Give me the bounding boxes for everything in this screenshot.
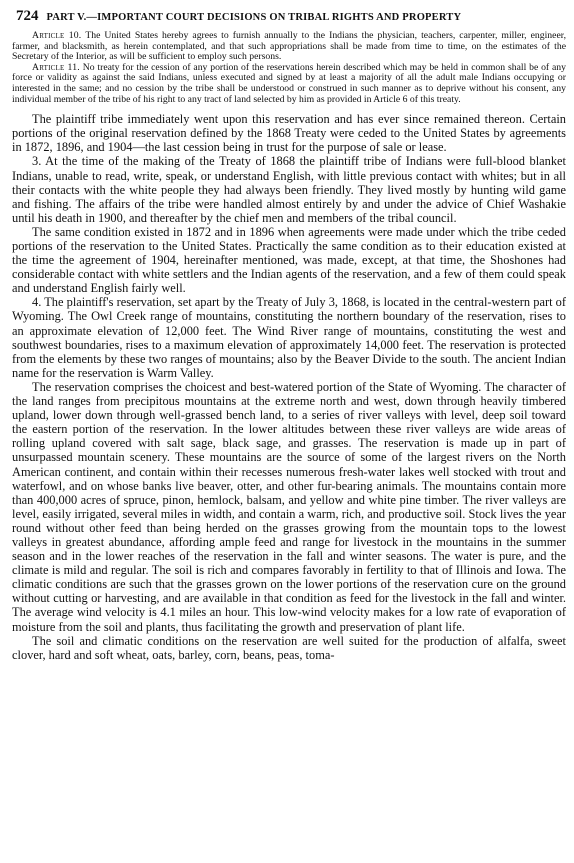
paragraph: The plaintiff tribe immediately went upon this reservation and has ever since remained thereon. Certain portions of the original reservation defined by the 1868 Treaty were ceded to the United States by agreements in 1872, 1896, and 1904—the last cession being in trust for the purpose of sale or lease.: [12, 112, 566, 155]
article-10: [12, 31, 566, 63]
paragraph: 4. The plaintiff's reservation, set apart by the Treaty of July 3, 1868, is located in the central-western part of Wyoming. The Owl Creek range of mountains, constituting the northern boundary of the reservation, rises to an approximate elevation of 12,000 feet. The Wind River range of mountains, constituting the west and southwest boundaries, rises to a maximum elevation of approximately 14,000 feet. The reservation is protected from the elements by these two ranges of mountains; also by the Beaver Divide to the south. The ancient Indian name for the reservation is Warm Valley.: [12, 295, 566, 380]
paragraph: 3. At the time of the making of the Treaty of 1868 the plaintiff tribe of Indians were full-blood blanket Indians, unable to read, write, speak, or understand English, with little previous contact with whites; but in all their contacts with the white people they had always been friendly. They lived mostly by hunting wild game and fishing. The affairs of the tribe were handled almost entirely by and under the advice of Chief Washakie until his death in 1900, and thereafter by the chief men and members of the tribal council.: [12, 154, 566, 225]
article-label: Article 10.: [32, 30, 82, 41]
page-number: 724: [16, 8, 39, 24]
paragraph: The reservation comprises the choicest and best-watered portion of the State of Wyoming. The character of the land ranges from precipitous mountains at the extreme north and west, down through heavily timbered upland, lower down through well-grassed bench land, to a series of river valleys with level, deep soil toward the eastern portion of the reservation. In the lower altitudes between these river valleys are wide areas of rolling upland covered with salt sage, black sage, and grasses. The reservation is made up in part of unsurpassed mountain scenery. These mountains are the source of some of the largest rivers on the North American continent, and contain within their recesses numerous fresh-water lakes well stocked with trout and waterfowl, and on whose banks live beaver, otter, and other fur-bearing animals. The mountains contain more than 400,000 acres of spruce, pinon, hemlock, balsam, and yellow and white pine timber. The river valleys are level, easily irrigated, several miles in width, and contain a warm, rich, and productive soil. Stock lives the year round without other feed than being herded on the grasses growing from the mountain tops to the lowest valleys in greatest abundance, affording ample feed and range for livestock in the mountains in the summer season and in the lower reaches of the reservation in the fall and winter seasons. The water is pure, and the climate is mild and regular. The soil is rich and compares favorably in fertility to that of Illinois and Iowa. The climatic conditions are such that the grasses grown on the lower portions of the reservation cure on the ground without cutting or harvesting, and are available in that condition as feed for the livestock in the fall and winter. The average wind velocity is 4.1 miles an hour. This low-wind velocity makes for a low rate of evaporation of moisture from the soil and plants, thus facilitating the growth and preservation of plant life.: [12, 379, 566, 634]
article-label: Article 11.: [32, 61, 80, 73]
body-text: [12, 112, 566, 662]
paragraph: The soil and climatic conditions on the reservation are well suited for the production of alfalfa, sweet clover, hard and soft wheat, oats, barley, corn, beans, peas, toma-: [12, 633, 566, 662]
article-11: [12, 63, 566, 105]
paragraph: The same condition existed in 1872 and in 1896 when agreements were made under which the tribe ceded portions of the reservation to the United States. Practically the same condition as to their education existed at the time the agreement of 1904, hereinafter mentioned, was made, except, at that time, the Shoshones had considerable contact with white settlers and the Indian agents of the reservation, and a few of them could speak and understand English fairly well.: [12, 224, 566, 296]
article-text: The United States hereby agrees to furnish annually to the Indians the physician, teachers, carpenter, miller, engineer, farmer, and blacksmith, as herein contemplated, and that such appropriations shall be made from time to time, on the estimates of the Secretary of the Interior, as will be sufficient to employ such persons.: [12, 30, 567, 63]
page-header: [16, 8, 566, 25]
treaty-articles: [12, 31, 566, 105]
article-text: No treaty for the cession of any portion of the reservations herein described which may be held in common shall be of any force or validity as against the said Indians, unless executed and signed by at least a majority of all the adult male Indians occupying or interested in the same; and no cession by the tribe shall be understood or construed in such manner as to deprive without his consent, any individual member of the tribe of his right to any tract of land selected by him as provided in Article 6 of this treaty.: [12, 61, 566, 105]
running-title: PART V.—IMPORTANT COURT DECISIONS ON TRIBAL RIGHTS AND PROPERTY: [46, 12, 462, 23]
